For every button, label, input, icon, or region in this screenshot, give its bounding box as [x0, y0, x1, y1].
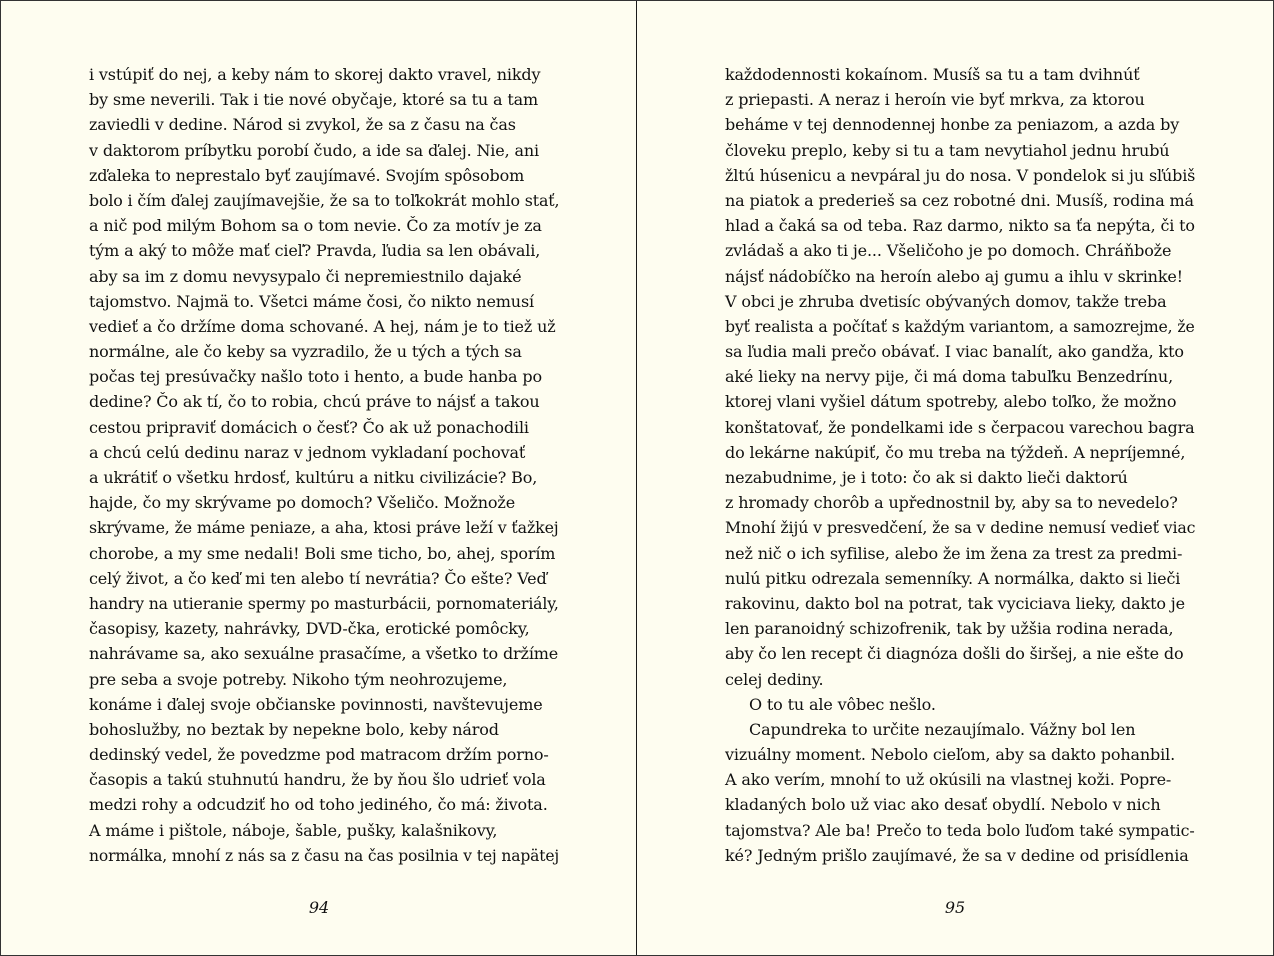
text-line: každodennosti kokaínom. Musíš sa tu a tam dvihnúť	[725, 65, 1140, 84]
text-line: dedinský vedel, že povedzme pod matracom držím porno-	[89, 745, 549, 765]
text-line: skrývame, že máme peniaze, a aha, ktosi práve leží v ťažkej	[89, 518, 559, 538]
left-page	[1, 1, 637, 955]
text-line: bohoslužby, no beztak by nepekne bolo, keby národ	[89, 719, 499, 739]
text-line: na piatok a prederieš sa cez robotné dni. Musíš, rodina má	[725, 190, 1194, 210]
text-line: A ako verím, mnohí to už okúsili na vlastnej koži. Popre-	[725, 770, 1172, 790]
text-line: ktorej vlani vyšiel dátum spotreby, alebo toľko, že možno	[725, 392, 1177, 412]
text-line: žltú húsenicu a nevpáral ju do nosa. V pondelok si ju sľúbiš	[725, 165, 1196, 185]
text-line: beháme v tej dennodennej honbe za peniazom, a azda by	[725, 115, 1180, 135]
text-line: počas tej presúvačky našlo toto i hento, a bude hanba po	[89, 367, 542, 387]
text-line: sa ľudia mali prečo obávať. I viac banalít, ako gandža, kto	[725, 342, 1184, 362]
text-line: zďaleka to neprestalo byť zaujímavé. Svojím spôsobom	[89, 165, 525, 185]
text-line: A máme i pištole, náboje, šable, pušky, kalašnikovy,	[89, 820, 498, 840]
right-page-number: 95	[944, 898, 966, 917]
text-line: medzi rohy a odcudziť ho od toho jediného, čo má: života.	[89, 795, 548, 815]
text-line: pre seba a svoje potreby. Nikoho tým neohrozujeme,	[89, 669, 508, 689]
text-line: byť realista a počítať s každým variantom, a samozrejme, že	[725, 316, 1195, 336]
text-line: O to tu ale vôbec nešlo.	[749, 694, 936, 714]
text-line: normálne, ale čo keby sa vyzradilo, že u tých a tých sa	[89, 342, 522, 362]
right-page-text	[725, 62, 1195, 868]
text-line: ké? Jedným prišlo zaujímavé, že sa v dedine od prisídlenia	[725, 845, 1189, 865]
text-line: aby čo len recept či diagnóza došli do širšej, a nie ešte do	[725, 644, 1184, 664]
left-page-number: 94	[308, 898, 330, 917]
text-line: hlad a čaká sa od teba. Raz darmo, nikto sa ťa nepýta, či to	[725, 216, 1195, 236]
text-line: by sme neverili. Tak i tie nové obyčaje, ktoré sa tu a tam	[89, 90, 539, 110]
text-line: tým a aký to môže mať cieľ? Pravda, ľudia sa len obávali,	[89, 241, 541, 261]
text-line: z hromady chorôb a upřednostnil by, aby sa to nevedelo?	[725, 493, 1178, 513]
text-line: človeku preplo, keby si tu a tam nevytiahol jednu hrubú	[725, 140, 1170, 160]
text-line: vizuálny moment. Nebolo cieľom, aby sa dakto pohanbil.	[725, 745, 1176, 765]
text-line: celej dediny.	[725, 669, 824, 689]
text-line: nulú pitku odrezala semenníky. A normálka, dakto si lieči	[725, 568, 1181, 588]
text-line: cestou pripraviť domácich o česť? Čo ak už ponachodili	[89, 417, 529, 437]
text-line: vedieť a čo držíme doma schované. A hej, nám je to tiež už	[89, 316, 556, 336]
text-line: a chcú celú dedinu naraz v jednom vykladaní pochovať	[89, 442, 526, 462]
text-line: do lekárne nakúpiť, čo mu treba na týždeň. A nepríjemné,	[725, 442, 1186, 462]
text-line: len paranoidný schizofrenik, tak by užšia rodina nerada,	[725, 619, 1174, 639]
text-line: chorobe, a my sme nedali! Boli sme ticho, bo, ahej, sporím	[89, 543, 556, 563]
text-line: časopisy, kazety, nahrávky, DVD-čka, erotické pomôcky,	[89, 619, 530, 639]
text-line: hajde, čo my skrývame po domoch? Všeličo. Možnože	[89, 493, 516, 513]
text-line: nahrávame sa, ako sexuálne prasačíme, a všetko to držíme	[89, 644, 559, 664]
text-line: handry na utieranie spermy po masturbácii, pornomateriály,	[89, 593, 559, 613]
text-line: než nič o ich syfilise, alebo že im žena za trest za predmi-	[725, 543, 1183, 563]
text-line: časopis a takú stuhnutú handru, že by ňou šlo udrieť vola	[89, 770, 546, 790]
text-line: aké lieky na nervy pije, či má doma tabuľku Benzedrínu,	[725, 367, 1174, 387]
text-line: tajomstva? Ale ba! Prečo to teda bolo ľuďom také sympatic-	[725, 820, 1195, 840]
right-page	[637, 1, 1273, 955]
text-line: a ukrátiť o všetku hrdosť, kultúru a nitku civilizácie? Bo,	[89, 468, 538, 487]
left-page-text	[89, 62, 559, 868]
text-line: i vstúpiť do nej, a keby nám to skorej dakto vravel, nikdy	[89, 65, 541, 84]
text-line: Capundreka to určite nezaujímalo. Vážny bol len	[749, 719, 1136, 739]
text-line: tajomstvo. Najmä to. Všetci máme čosi, čo nikto nemusí	[89, 291, 534, 311]
text-line: z priepasti. A neraz i heroín vie byť mrkva, za ktorou	[725, 90, 1145, 110]
text-line: kladaných bolo už viac ako desať obydlí. Nebolo v nich	[725, 795, 1161, 815]
text-line: a nič pod milým Bohom sa o tom nevie. Čo za motív je za	[89, 216, 542, 236]
text-line: Mnohí žijú v presvedčení, že sa v dedine nemusí vedieť viac	[725, 518, 1196, 538]
text-line: bolo i čím ďalej zaujímavejšie, že sa to toľkokrát mohlo stať,	[89, 190, 560, 210]
text-line: zvládaš a ako ti je... Všeličoho je po domoch. Chráňbože	[725, 241, 1172, 261]
text-line: dedine? Čo ak tí, čo to robia, chcú práve to nájsť a takou	[89, 392, 540, 412]
text-line: nezabudnime, je i toto: čo ak si dakto lieči daktorú	[725, 468, 1128, 487]
text-line: nájsť nádobíčko na heroín alebo aj gumu a ihlu v skrinke!	[725, 266, 1183, 286]
text-line: konštatovať, že pondelkami ide s čerpacou varechou bagra	[725, 417, 1195, 437]
text-line: normálka, mnohí z nás sa z času na čas posilnia v tej napätej	[89, 845, 560, 865]
text-line: aby sa im z domu nevysypalo či nepremiestnilo dajaké	[89, 266, 522, 286]
text-line: zaviedli v dedine. Národ si zvykol, že sa z času na čas	[89, 115, 516, 135]
text-line: v daktorom príbytku porobí čudo, a ide sa ďalej. Nie, ani	[89, 140, 539, 160]
text-line: celý život, a čo keď mi ten alebo tí nevrátia? Čo ešte? Veď	[89, 568, 547, 588]
text-line: rakovinu, dakto bol na potrat, tak vyciciava lieky, dakto je	[725, 593, 1185, 613]
text-line: konáme i ďalej svoje občianske povinnosti, navštevujeme	[89, 694, 543, 714]
text-line: V obci je zhruba dvetisíc obývaných domov, takže treba	[725, 291, 1167, 311]
